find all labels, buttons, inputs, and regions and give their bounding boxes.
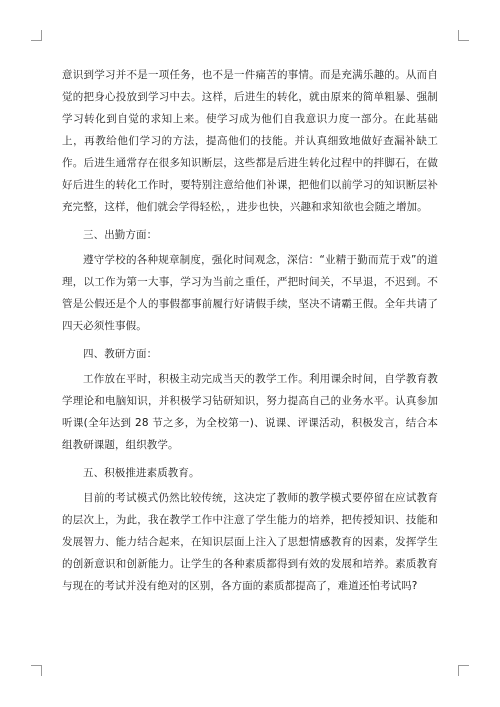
section-heading-attendance: 三、出勤方面： [83,229,158,241]
section-heading-quality-education: 五、积极推进素质教育。 [83,467,200,479]
crop-mark-top-left [31,30,42,41]
crop-mark-top-right [458,30,469,41]
crop-mark-bottom-right [458,665,469,676]
section-heading-research: 四、教研方面： [83,348,158,360]
paragraph-research: 工作放在平时，积极主动完成当天的教学工作。利用课余时间，自学教育教学理论和电脑知识，并积极学习钻研知识，努力提高自己的业务水平。认真参加听课(全年达到 28 节之多，为全校第一)、说课、评课活动，积极发言，结合本组教研课题，组织教学。 [62,373,438,451]
paragraph-continuation: 意识到学习并不是一项任务，也不是一件痛苦的事情。而是充满乐趣的。从而自觉的把身心投放到学习中去。这样，后进生的转化，就由原来的简单粗暴、强制学习转化到自觉的求知上来。使学习成为他们自我意识力度一部分。在此基础上，再教给他们学习的方法，提高他们的技能。并认真细致地做好查漏补缺工作。后进生通常存在很多知识断层，这些都是后进生转化过程中的拌脚石，在做好后进生的转化工作时，要特别注意给他们补课，把他们以前学习的知识断层补充完整，这样，他们就会学得轻松，，进步也快，兴趣和求知欲也会随之增加。 [62,69,438,213]
document-body [62,64,438,597]
paragraph-quality-education: 目前的考试模式仍然比较传统，这决定了教师的教学模式要停留在应试教育的层次上，为此，我在教学工作中注意了学生能力的培养，把传授知识、技能和发展智力、能力结合起来，在知识层面上注入了思想情感教育的因素，发挥学生的创新意识和创新能力。让学生的各种素质都得到有效的发展和培养。素质教育与现在的考试并没有绝对的区别，各方面的素质都提高了，难道还怕考试吗? [62,492,438,592]
paragraph-attendance: 遵守学校的各种规章制度，强化时间观念，深信：“业精于勤而荒于戏”的道理，以工作为第一大事，学习为当前之重任，严把时间关，不早退，不迟到。不管是公假还是个人的事假都事前履行好请假手续，坚决不请霸王假。全年共请了四天必须性事假。 [62,254,438,332]
crop-mark-bottom-left [31,665,42,676]
